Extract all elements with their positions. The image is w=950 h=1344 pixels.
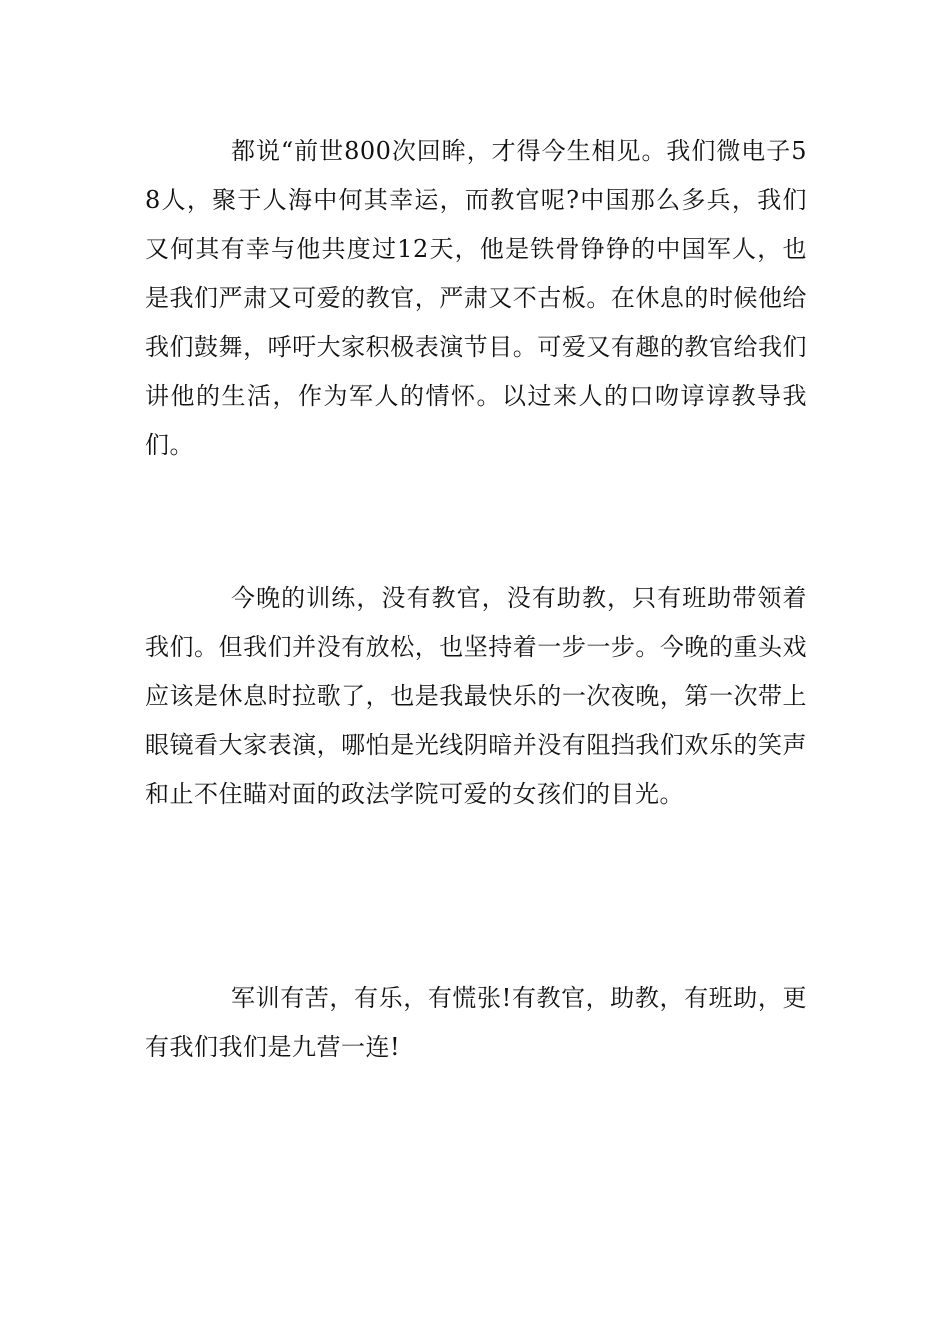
paragraph-instructor: 都说“前世800次回眸，才得今生相见。我们微电子58人，聚于人海中何其幸运，而教官呢?中国那么多兵，我们又何其有幸与他共度过12天，他是铁骨铮铮的中国军人，也是我们严肃又可爱的教官，严肃又不古板。在休息的时候他给我们鼓舞，呼吁大家积极表演节目。可爱又有趣的教官给我们讲他的生活，作为军人的情怀。以过来人的口吻谆谆教导我们。 bbox=[145, 137, 807, 459]
paragraph-night-training: 今晚的训练，没有教官，没有助教，只有班助带领着我们。但我们并没有放松，也坚持着一步一步。今晚的重头戏应该是休息时拉歌了，也是我最快乐的一次夜晚，第一次带上眼镜看大家表演，哪怕是光线阴暗并没有阻挡我们欢乐的笑声和止不住瞄对面的政法学院可爱的女孩们的目光。 bbox=[145, 584, 807, 808]
paragraph-closing: 军训有苦，有乐，有慌张!有教官，助教，有班助，更有我们我们是九营一连! bbox=[145, 984, 807, 1061]
